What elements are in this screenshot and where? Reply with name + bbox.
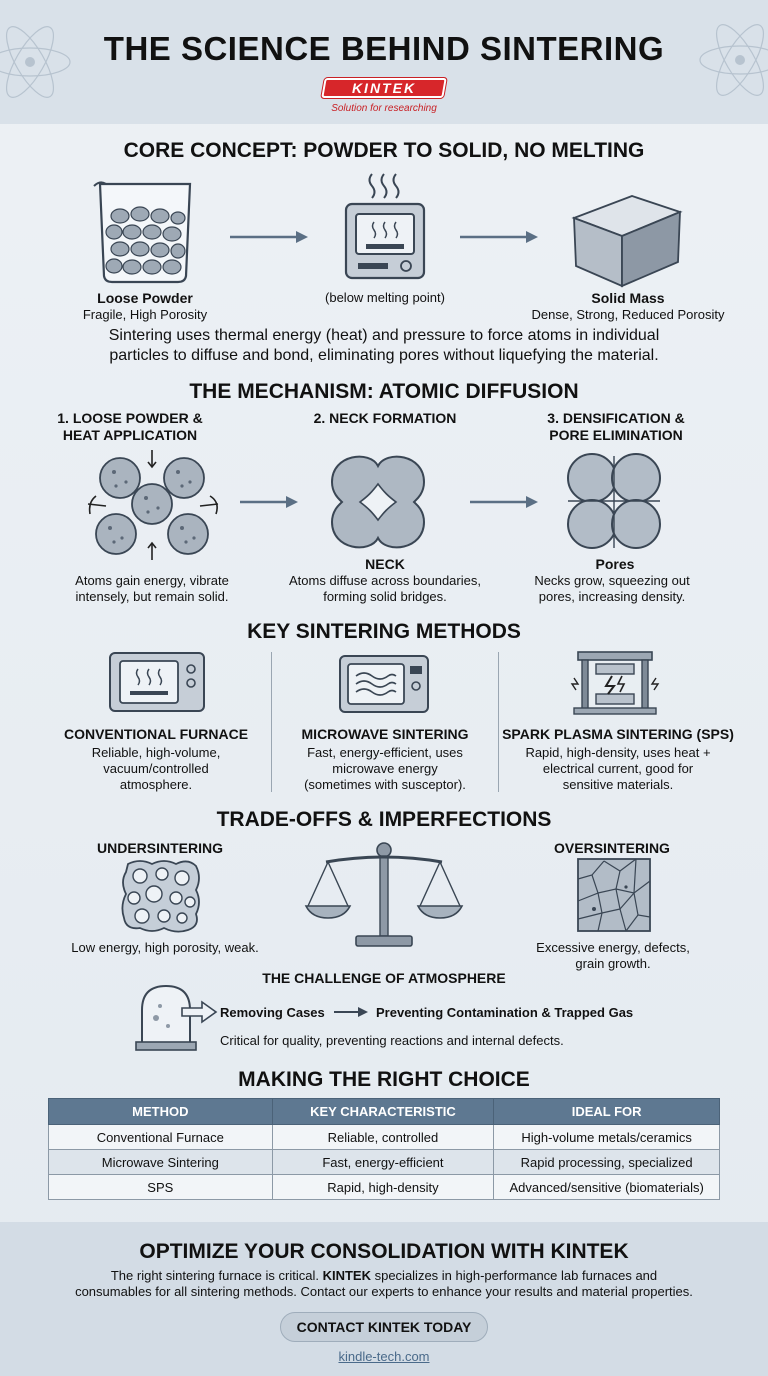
sps-title: SPARK PLASMA SINTERING (SPS): [502, 726, 734, 742]
step3-caption: Necks grow, squeezing out pores, increasing density.: [534, 573, 690, 604]
table-header-cell: KEY CHARACTERISTIC: [272, 1099, 494, 1125]
microwave-sintering-title: MICROWAVE SINTERING: [301, 726, 469, 742]
neck-label: NECK: [365, 556, 405, 572]
page-title: THE SCIENCE BEHIND SINTERING: [103, 30, 665, 67]
solid-mass-label: Solid Mass Dense, Strong, Reduced Porosity: [531, 290, 725, 322]
undersintering-title: UNDERSINTERING: [96, 840, 223, 856]
contact-kintek-button[interactable]: CONTACT KINTEK TODAY: [280, 1312, 488, 1342]
neck-formation-icon: [328, 452, 428, 552]
footer-title: OPTIMIZE YOUR CONSOLIDATION WITH KINTEK: [139, 1240, 629, 1263]
microwave-sintering-desc: Fast, energy-efficient, uses microwave energy (sometimes with susceptor).: [304, 745, 466, 792]
below-melting-point-label: (below melting point): [325, 290, 445, 305]
vacuum-chamber-icon: [134, 980, 220, 1056]
microwave-icon: [338, 654, 430, 716]
conventional-furnace-desc: Reliable, high-volume, vacuum/controlled atmosphere.: [91, 745, 221, 792]
beaker-powder-icon: [92, 176, 202, 286]
oversintering-title: OVERSINTERING: [554, 840, 670, 856]
arrow-right-icon: [460, 231, 540, 243]
conventional-furnace-title: CONVENTIONAL FURNACE: [63, 726, 249, 742]
solid-cube-icon: [568, 190, 686, 290]
step1-caption: Atoms gain energy, vibrate intensely, but remain solid.: [75, 573, 229, 604]
loose-powder-label: Loose Powder Fragile, High Porosity: [82, 290, 208, 322]
table-header-row: [49, 1099, 720, 1125]
table-row: [49, 1175, 720, 1200]
table-row: [49, 1150, 720, 1175]
footer-text: The right sintering furnace is critical. KINTEK specializes in high-performance lab furnaces and consumables for all sintering methods. Contact our experts to enhance your results and material properties.: [75, 1268, 693, 1299]
choice-title: MAKING THE RIGHT CHOICE: [238, 1068, 530, 1091]
undersintering-caption: Low energy, high porosity, weak.: [71, 940, 259, 955]
mechanism-title: THE MECHANISM: ATOMIC DIFFUSION: [189, 380, 579, 403]
arrow-right-icon: [334, 1007, 370, 1017]
tradeoffs-title: TRADE-OFFS & IMPERFECTIONS: [216, 808, 552, 831]
loose-particles-icon: [86, 448, 226, 568]
comparison-table: [48, 1098, 720, 1200]
grain-growth-icon: [576, 857, 652, 933]
densified-particles-icon: [566, 452, 662, 552]
oven-heat-icon: [344, 170, 426, 282]
step3-title: 3. DENSIFICATION & PORE ELIMINATION: [547, 410, 685, 443]
table-cell: Microwave Sintering: [49, 1150, 273, 1175]
table-header-cell: METHOD: [49, 1099, 273, 1125]
table-cell: SPS: [49, 1175, 273, 1200]
table-cell: Fast, energy-efficient: [272, 1150, 494, 1175]
arrow-right-icon: [240, 496, 300, 508]
table-cell: Rapid processing, specialized: [494, 1150, 720, 1175]
step1-title: 1. LOOSE POWDER & HEAT APPLICATION: [57, 410, 203, 443]
table-cell: Reliable, controlled: [272, 1125, 494, 1150]
methods-title: KEY SINTERING METHODS: [247, 620, 521, 643]
core-concept-title: CORE CONCEPT: POWDER TO SOLID, NO MELTING: [123, 139, 645, 162]
flow-preventing-contamination: Preventing Contamination & Trapped Gas: [376, 1005, 634, 1020]
flow-removing-gases: Removing Cases: [220, 1005, 325, 1020]
oversintering-caption: Excessive energy, defects, grain growth.: [536, 940, 690, 971]
table-header-cell: IDEAL FOR: [494, 1099, 720, 1125]
brand-logo-text: KINTEK: [351, 80, 417, 96]
balance-scale-icon: [304, 840, 464, 948]
arrow-right-icon: [470, 496, 540, 508]
website-link[interactable]: kindle-tech.com: [338, 1349, 430, 1364]
step2-caption: Atoms diffuse across boundaries, forming solid bridges.: [289, 573, 481, 604]
step2-title: 2. NECK FORMATION: [313, 410, 457, 426]
spark-plasma-press-icon: [570, 650, 660, 716]
arrow-right-icon: [230, 231, 310, 243]
atmosphere-caption: Critical for quality, preventing reactions and internal defects.: [220, 1033, 564, 1048]
brand-tagline: Solution for researching: [331, 103, 437, 114]
table-row: [49, 1125, 720, 1150]
conventional-furnace-icon: [108, 651, 206, 713]
sps-desc: Rapid, high-density, uses heat + electrical current, good for sensitive materials.: [525, 745, 711, 792]
table-cell: Rapid, high-density: [272, 1175, 494, 1200]
table-cell: High-volume metals/ceramics: [494, 1125, 720, 1150]
pores-label: Pores: [595, 556, 635, 572]
porous-structure-icon: [120, 858, 200, 932]
table-cell: Conventional Furnace: [49, 1125, 273, 1150]
core-description: Sintering uses thermal energy (heat) and pressure to force atoms in individual particles to diffuse and bond, eliminating pores without liquefying the material.: [108, 327, 660, 364]
table-cell: Advanced/sensitive (biomaterials): [494, 1175, 720, 1200]
atmosphere-title: THE CHALLENGE OF ATMOSPHERE: [262, 970, 506, 986]
